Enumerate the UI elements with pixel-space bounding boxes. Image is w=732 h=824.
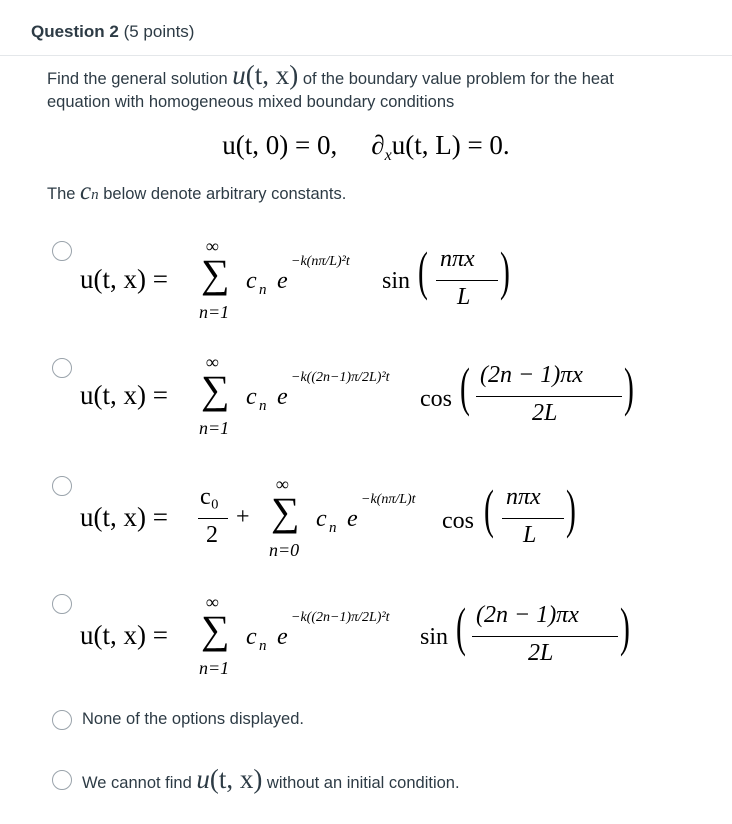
- sigma-icon: ∑: [201, 607, 230, 652]
- exponent: −k(nπ/L)²t: [291, 254, 350, 269]
- coef-sub: n: [259, 282, 267, 298]
- prompt-text: Find the general solution: [47, 70, 233, 88]
- paren-close: ): [500, 241, 510, 301]
- prompt-line-1: [47, 62, 614, 91]
- lhs: u(t, x) =: [80, 502, 168, 532]
- fraction-bar: [476, 396, 622, 397]
- coef-sub: n: [329, 520, 337, 536]
- sum-lower: n=1: [199, 658, 230, 678]
- math-c-sub: n: [91, 187, 99, 203]
- option-1-radio[interactable]: [52, 241, 72, 261]
- sum-upper: ∞: [206, 352, 219, 372]
- bc-partial-sub: x: [384, 147, 392, 164]
- c0-denominator: 2: [206, 522, 218, 548]
- constants-note: [47, 180, 346, 207]
- denominator: L: [457, 284, 471, 310]
- option-2-radio[interactable]: [52, 358, 72, 378]
- option-5-radio[interactable]: [52, 710, 72, 730]
- paren-close: ): [624, 357, 634, 417]
- coef-sub: n: [259, 398, 267, 414]
- sum-upper: ∞: [276, 474, 289, 494]
- note-before: The: [47, 185, 81, 203]
- paren-open: (: [418, 241, 428, 301]
- sum-upper: ∞: [206, 592, 219, 612]
- exp-base: e: [277, 268, 288, 294]
- sum-lower: n=1: [199, 302, 230, 322]
- coef: c: [246, 268, 257, 294]
- exp-base: e: [277, 384, 288, 410]
- math-u: u: [232, 60, 246, 90]
- sigma-icon: ∑: [201, 367, 230, 412]
- numerator: nπx: [506, 484, 541, 510]
- option-5-label[interactable]: None of the options displayed.: [82, 710, 304, 728]
- sigma-icon: ∑: [201, 251, 230, 296]
- prompt-line-2: equation with homogeneous mixed boundary conditions: [47, 93, 455, 111]
- denominator: 2L: [528, 640, 554, 666]
- exp-base: e: [347, 506, 358, 532]
- trig: cos: [420, 386, 452, 412]
- exponent: −k((2n−1)π/2L)²t: [291, 370, 390, 385]
- option-6-text-after: without an initial condition.: [262, 774, 460, 792]
- c0-numerator: c₀: [200, 484, 220, 510]
- denominator: L: [523, 522, 537, 548]
- coef-sub: n: [259, 638, 267, 654]
- lhs: u(t, x) =: [80, 264, 168, 294]
- boundary-conditions: [0, 130, 732, 165]
- math-c: c: [80, 178, 92, 205]
- fraction-bar: [502, 518, 564, 519]
- option-6-text-before: We cannot find: [82, 774, 197, 792]
- exponent: −k(nπ/L)t: [361, 492, 416, 507]
- trig: cos: [442, 508, 474, 534]
- c0-fraction-bar: [198, 518, 228, 519]
- lhs: u(t, x) =: [80, 380, 168, 410]
- bc-partial: ∂: [371, 130, 385, 160]
- option-4-radio[interactable]: [52, 594, 72, 614]
- note-after: below denote arbitrary constants.: [98, 185, 347, 203]
- paren-close: ): [620, 597, 630, 657]
- math-args: (t, x): [209, 764, 263, 794]
- paren-close: ): [566, 479, 576, 539]
- numerator: (2n − 1)πx: [480, 362, 583, 388]
- coef: c: [246, 624, 257, 650]
- question-title: Question 2: [31, 22, 119, 41]
- plus-sign: +: [236, 504, 250, 530]
- option-3-radio[interactable]: [52, 476, 72, 496]
- lhs: u(t, x) =: [80, 620, 168, 650]
- exponent: −k((2n−1)π/2L)²t: [291, 610, 390, 625]
- header-divider: [0, 55, 732, 56]
- exp-base: e: [277, 624, 288, 650]
- bc-left: u(t, 0) = 0,: [222, 130, 338, 160]
- denominator: 2L: [532, 400, 558, 426]
- paren-open: (: [460, 357, 470, 417]
- option-6-label[interactable]: [82, 766, 460, 793]
- sum-lower: n=0: [269, 540, 300, 560]
- sum-lower: n=1: [199, 418, 230, 438]
- fraction-bar: [436, 280, 498, 281]
- sum-upper: ∞: [206, 236, 219, 256]
- fraction-bar: [472, 636, 618, 637]
- trig: sin: [420, 624, 449, 650]
- bc-right: u(t, L) = 0.: [391, 130, 510, 160]
- question-header: [31, 22, 194, 42]
- math-u: u: [196, 764, 210, 794]
- paren-open: (: [456, 597, 466, 657]
- sigma-icon: ∑: [271, 489, 300, 534]
- option-6-radio[interactable]: [52, 770, 72, 790]
- trig: sin: [382, 268, 411, 294]
- paren-open: (: [484, 479, 494, 539]
- prompt-text-after: of the boundary value problem for the heat: [298, 70, 614, 88]
- math-args: (t, x): [245, 60, 299, 90]
- question-points: (5 points): [123, 22, 195, 41]
- numerator: (2n − 1)πx: [476, 602, 579, 628]
- coef: c: [246, 384, 257, 410]
- numerator: nπx: [440, 246, 475, 272]
- coef: c: [316, 506, 327, 532]
